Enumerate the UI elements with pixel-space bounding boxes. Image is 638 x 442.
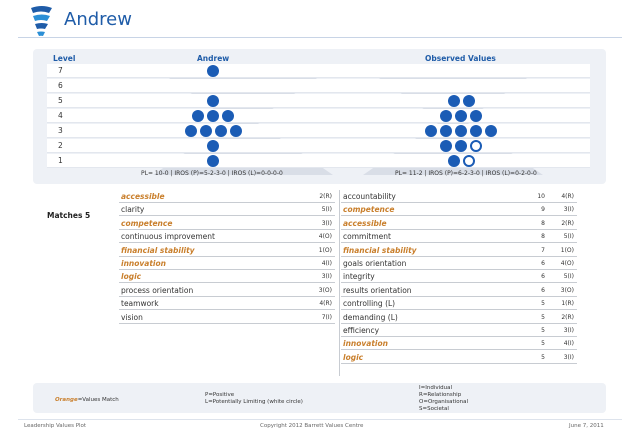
- value-row: [341, 297, 577, 310]
- footer-copyright: Copyright 2012 Barrett Values Centre: [260, 423, 364, 429]
- level-number: 7: [58, 66, 63, 75]
- level-row: [47, 79, 590, 93]
- value-row: [119, 284, 335, 297]
- column-divider: [339, 190, 340, 376]
- level-iros-code: 4(I): [563, 340, 574, 348]
- legend-societal: S=Societal: [419, 406, 449, 412]
- level-iros-code: 3(O): [560, 286, 574, 294]
- level-number: 2: [58, 141, 63, 150]
- legend-positive: P=Positive: [205, 392, 235, 398]
- value-row: [341, 351, 577, 364]
- value-name: innovation: [343, 339, 388, 349]
- legend-orange-word: Orange: [55, 397, 78, 403]
- value-name: accessible: [121, 192, 165, 201]
- value-name: controlling (L): [343, 299, 396, 309]
- level-iros-code: 5(I): [321, 206, 332, 214]
- level-number: 3: [58, 126, 63, 135]
- level-number: 4: [58, 111, 63, 120]
- right-value-dot: [455, 110, 467, 122]
- level-number: 1: [58, 156, 63, 165]
- value-row: [341, 337, 577, 350]
- vote-count: 5: [541, 340, 545, 348]
- vote-count: 6: [541, 273, 545, 281]
- value-name: process orientation: [121, 285, 194, 295]
- value-name: demanding (L): [343, 312, 398, 322]
- value-row: [341, 257, 577, 270]
- legend-organisational: O=Organisational: [419, 399, 468, 405]
- right-value-dot: [425, 125, 437, 137]
- left-value-dot: [192, 110, 204, 122]
- level-iros-code: 5(I): [563, 273, 574, 281]
- right-value-dot: [448, 95, 460, 107]
- value-row: [341, 244, 577, 257]
- value-row: [119, 270, 335, 283]
- vote-count: 8: [541, 219, 545, 227]
- right-value-dot: [448, 155, 460, 167]
- level-header: Level: [53, 54, 76, 63]
- right-value-dot: [440, 125, 452, 137]
- right-value-dot: [470, 110, 482, 122]
- level-row: [47, 94, 590, 108]
- value-row: [341, 230, 577, 243]
- level-row: [47, 154, 590, 168]
- value-name: goals orientation: [343, 259, 407, 268]
- value-name: clarity: [121, 205, 145, 215]
- level-iros-code: 4(R): [561, 193, 574, 200]
- vote-count: 5: [541, 313, 545, 321]
- right-chart-header: Observed Values: [425, 54, 496, 63]
- barrett-logo: [28, 4, 54, 38]
- left-value-dot: [207, 155, 219, 167]
- value-row: [119, 217, 335, 230]
- vote-count: 6: [541, 260, 545, 267]
- left-value-dot: [215, 125, 227, 137]
- value-name: financial stability: [343, 245, 417, 255]
- vote-count: 7: [541, 246, 545, 254]
- right-value-dot: [463, 95, 475, 107]
- value-row: [341, 217, 577, 230]
- value-name: financial stability: [121, 245, 195, 255]
- value-row: [119, 297, 335, 310]
- value-name: accountability: [343, 192, 396, 201]
- level-iros-code: 3(I): [563, 206, 574, 214]
- level-number: 5: [58, 96, 63, 105]
- value-row: [341, 284, 577, 297]
- right-value-dot: [440, 140, 452, 152]
- value-row: [341, 203, 577, 216]
- left-value-dot: [207, 95, 219, 107]
- legend-orange-note: [55, 397, 119, 404]
- vote-count: 5: [541, 327, 545, 334]
- left-value-dot: [230, 125, 242, 137]
- footer-date: June 7, 2011: [569, 423, 604, 429]
- value-name: innovation: [121, 259, 166, 268]
- right-value-dot: [455, 125, 467, 137]
- left-value-dot: [207, 110, 219, 122]
- vote-count: 10: [537, 193, 545, 200]
- level-iros-code: 4(O): [560, 260, 574, 267]
- level-iros-code: 4(O): [318, 233, 332, 241]
- value-row: [119, 244, 335, 257]
- footer-plot-name: Leadership Values Plot: [24, 423, 87, 429]
- level-number: 6: [58, 81, 63, 90]
- right-value-dot: [485, 125, 497, 137]
- vote-count: 9: [541, 206, 545, 214]
- level-row: [47, 139, 590, 153]
- value-name: competence: [343, 205, 395, 215]
- value-row: [119, 230, 335, 243]
- value-name: competence: [121, 218, 173, 228]
- vote-count: 8: [541, 233, 545, 241]
- legend-panel: [33, 383, 606, 413]
- legend-individual: I=Individual: [419, 385, 453, 391]
- legend-limiting: L=Potentially Limiting (white circle): [205, 399, 303, 405]
- level-iros-code: 3(I): [321, 273, 332, 281]
- level-row: [47, 109, 590, 123]
- level-iros-code: 7(I): [321, 313, 332, 321]
- value-row: [119, 311, 335, 324]
- value-name: logic: [121, 272, 142, 282]
- value-name: continuous improvement: [121, 232, 215, 242]
- level-iros-code: 2(R): [319, 193, 332, 200]
- value-name: vision: [121, 312, 143, 322]
- level-iros-code: 4(R): [319, 300, 332, 308]
- value-row: [119, 257, 335, 270]
- value-row: [341, 324, 577, 337]
- legend-orange-text: =Values Match: [77, 397, 119, 403]
- left-value-dot: [200, 125, 212, 137]
- value-name: logic: [343, 352, 364, 362]
- value-name: efficiency: [343, 326, 380, 335]
- right-limiting-value-dot: [470, 140, 482, 152]
- level-iros-code: 1(O): [560, 246, 574, 254]
- value-row: [341, 311, 577, 324]
- right-pl-summary: PL= 11-2 | IROS (P)=6-2-3-0 | IROS (L)=0-2-0-0: [395, 170, 537, 177]
- value-row: [119, 190, 335, 203]
- value-row: [119, 203, 335, 216]
- left-chart-header: Andrew: [197, 54, 230, 63]
- right-limiting-value-dot: [463, 155, 475, 167]
- level-iros-code: 2(R): [561, 313, 574, 321]
- level-iros-code: 3(I): [563, 353, 574, 361]
- left-value-dot: [222, 110, 234, 122]
- level-iros-code: 4(I): [321, 260, 332, 267]
- value-row: [341, 190, 577, 203]
- value-name: commitment: [343, 232, 391, 242]
- right-value-dot: [470, 125, 482, 137]
- footer-divider: [18, 419, 622, 420]
- values-plot-panel: [33, 49, 606, 184]
- page-title: Andrew: [64, 9, 132, 30]
- value-name: teamwork: [121, 299, 159, 309]
- value-name: accessible: [343, 218, 387, 228]
- level-iros-code: 1(R): [561, 300, 574, 308]
- value-name: integrity: [343, 272, 375, 282]
- level-iros-code: 3(O): [318, 286, 332, 294]
- value-name: results orientation: [343, 285, 412, 295]
- level-iros-code: 5(I): [563, 233, 574, 241]
- right-value-dot: [440, 110, 452, 122]
- value-row: [341, 270, 577, 283]
- title-divider: [18, 37, 622, 38]
- legend-relationship: R=Relationship: [419, 392, 462, 398]
- level-iros-code: 2(R): [561, 219, 574, 227]
- vote-count: 5: [541, 353, 545, 361]
- left-value-dot: [207, 65, 219, 77]
- right-value-dot: [455, 140, 467, 152]
- level-row: [47, 124, 590, 138]
- vote-count: 5: [541, 300, 545, 308]
- level-row: [47, 64, 590, 78]
- left-value-dot: [207, 140, 219, 152]
- left-value-dot: [185, 125, 197, 137]
- level-iros-code: 1(O): [318, 246, 332, 254]
- left-pl-summary: PL= 10-0 | IROS (P)=5-2-3-0 | IROS (L)=0-0-0-0: [141, 170, 283, 177]
- matches-count: Matches 5: [47, 211, 91, 220]
- vote-count: 6: [541, 286, 545, 294]
- level-iros-code: 3(I): [321, 219, 332, 227]
- level-iros-code: 3(I): [563, 327, 574, 334]
